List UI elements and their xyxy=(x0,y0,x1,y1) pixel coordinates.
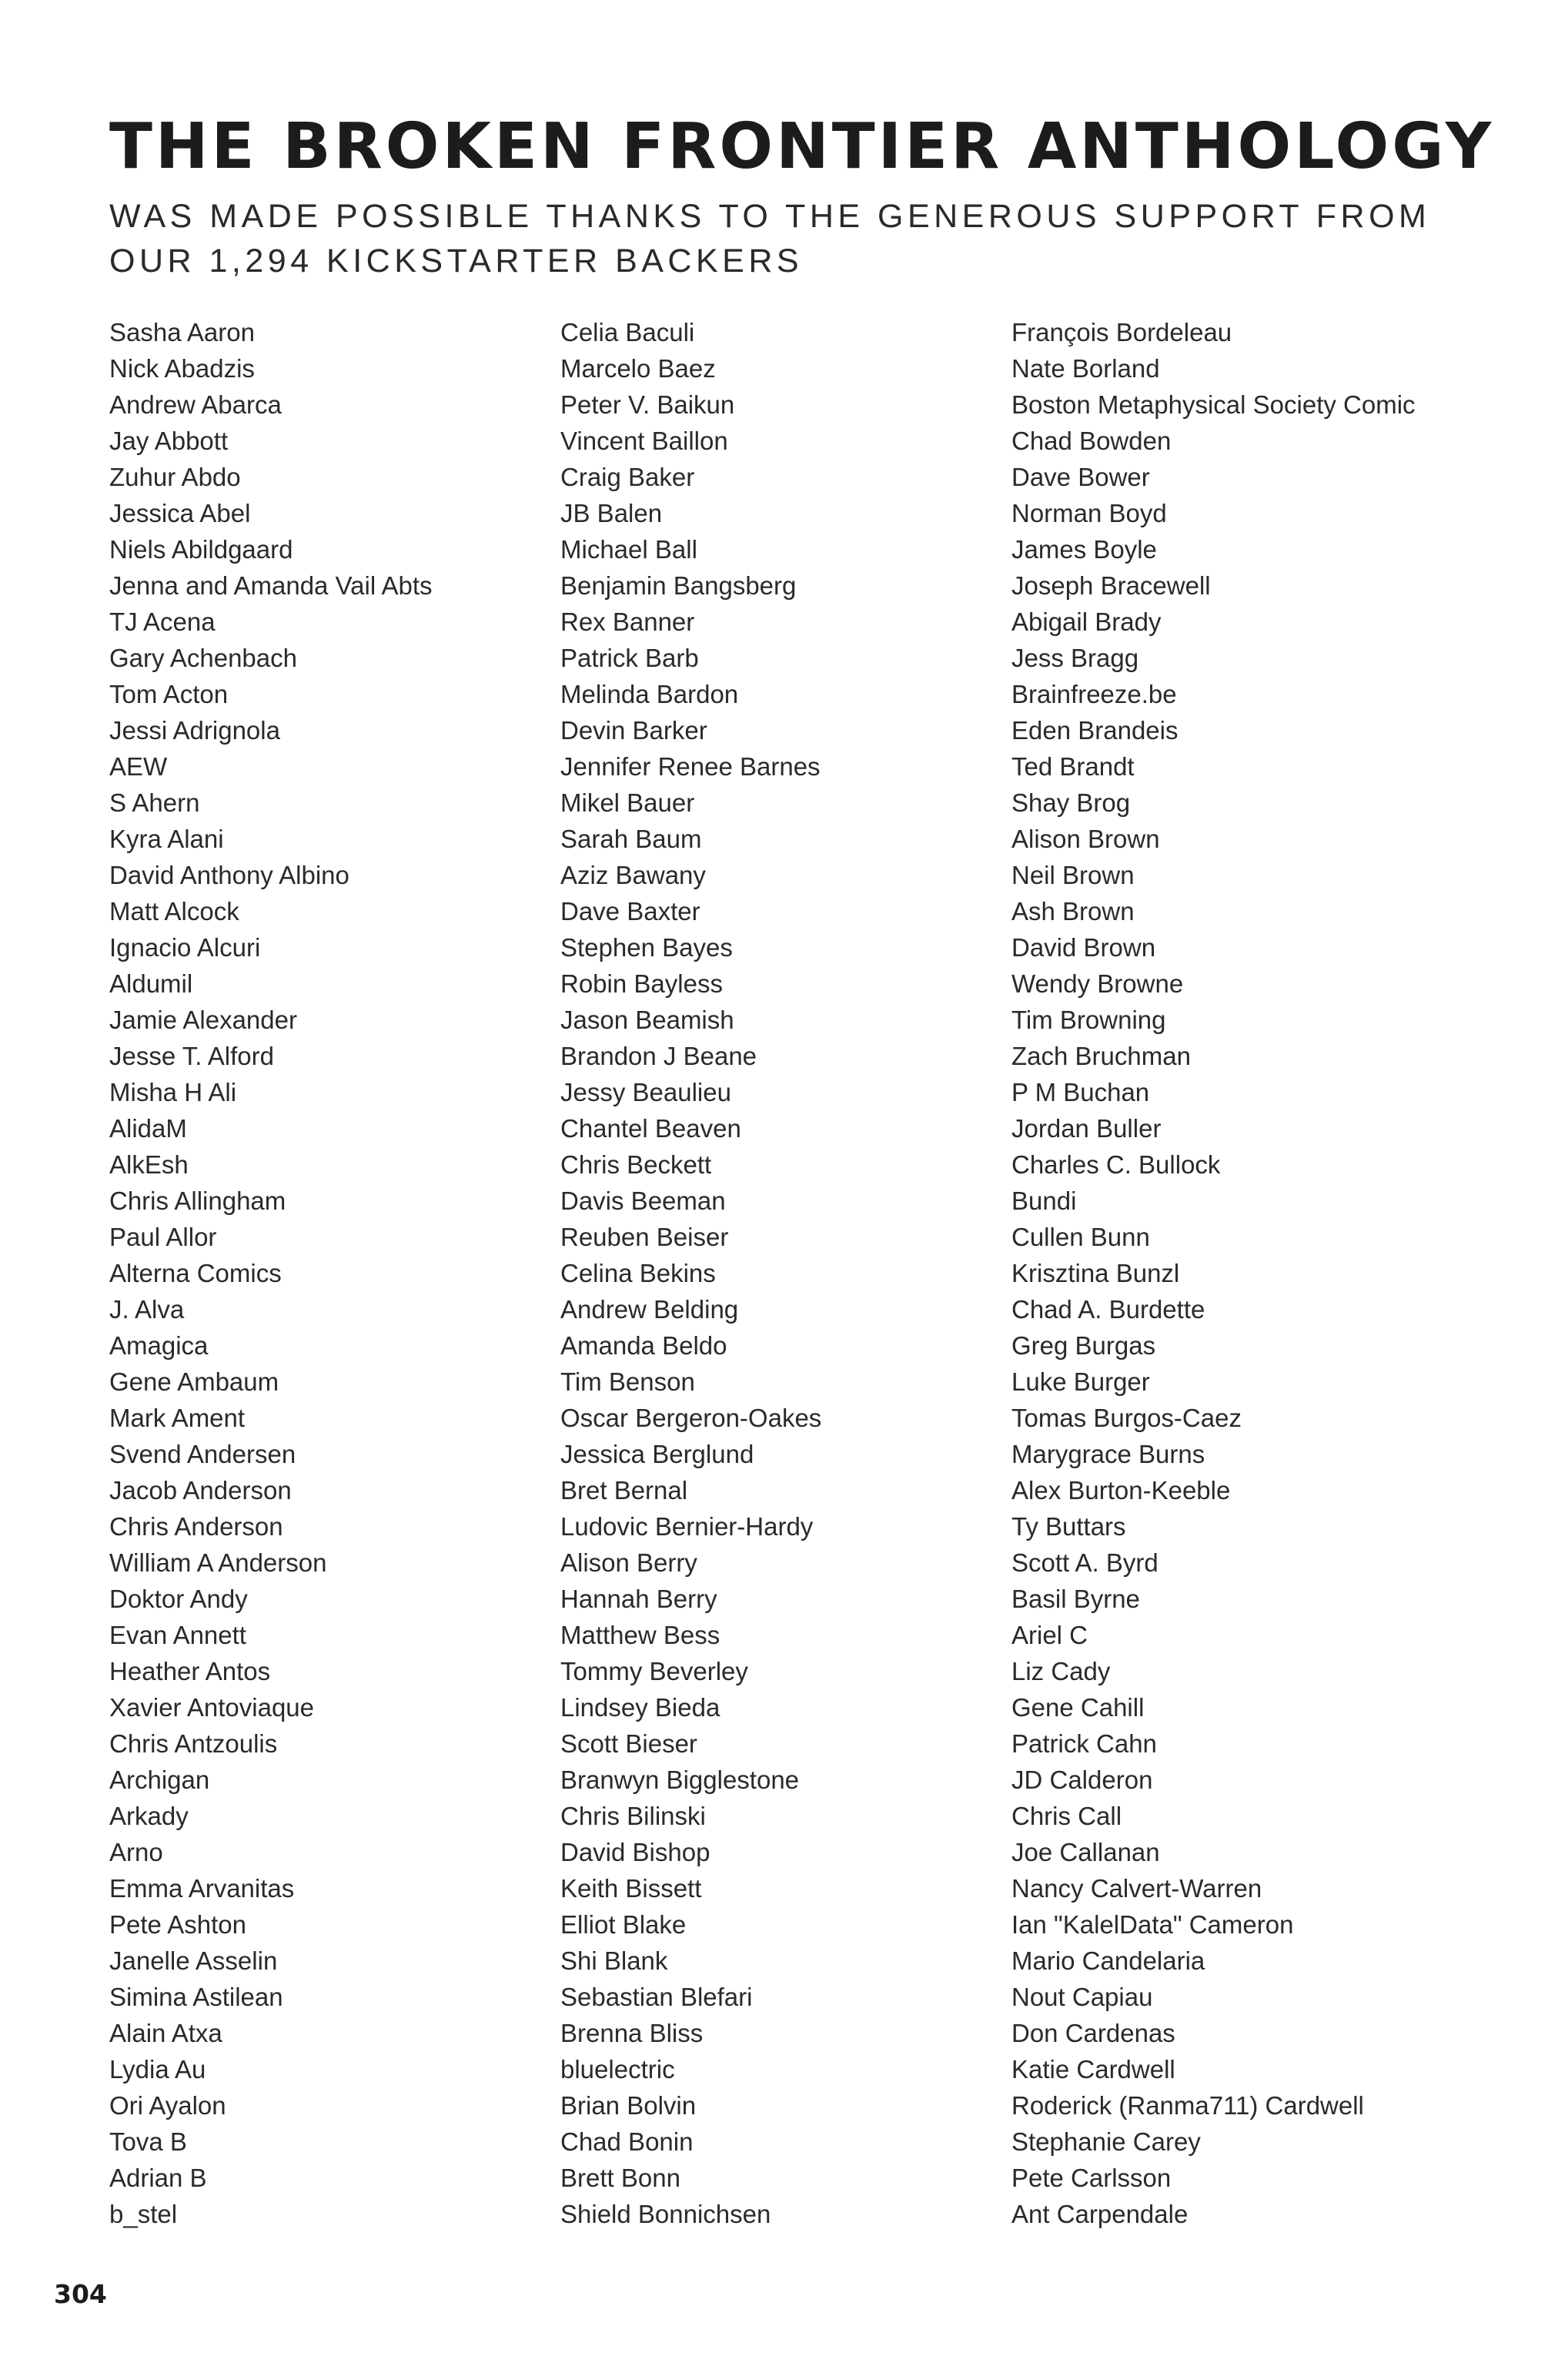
backer-name: Stephanie Carey xyxy=(1011,2127,1201,2156)
backer-name: Dave Bower xyxy=(1011,463,1150,491)
backer-name: Davis Beeman xyxy=(560,1187,726,1215)
backer-name: Michael Ball xyxy=(560,535,697,564)
backer-name: Jessy Beaulieu xyxy=(560,1078,731,1106)
backer-name: Scott A. Byrd xyxy=(1011,1548,1158,1577)
backer-name: Brandon J Beane xyxy=(560,1042,757,1070)
backer-name: Gary Achenbach xyxy=(109,644,297,672)
backer-name: Ant Carpendale xyxy=(1011,2200,1189,2228)
backer-name: Patrick Barb xyxy=(560,644,699,672)
backer-name: Sarah Baum xyxy=(560,825,702,853)
backer-name: Ash Brown xyxy=(1011,897,1135,925)
backer-name: Luke Burger xyxy=(1011,1367,1150,1396)
backer-name: Chris Beckett xyxy=(560,1150,712,1179)
backer-name: Sebastian Blefari xyxy=(560,1983,753,2011)
backer-name: Keith Bissett xyxy=(560,1874,702,1903)
backer-name: David Anthony Albino xyxy=(109,861,349,889)
backer-name: J. Alva xyxy=(109,1295,185,1324)
backer-name: Tommy Beverley xyxy=(560,1657,748,1685)
backer-name: Elliot Blake xyxy=(560,1910,687,1939)
backer-name: Krisztina Bunzl xyxy=(1011,1259,1180,1287)
backer-name: Mario Candelaria xyxy=(1011,1946,1205,1975)
backer-name: JD Calderon xyxy=(1011,1766,1153,1794)
backer-name: Amagica xyxy=(109,1331,209,1360)
backer-name: Tim Browning xyxy=(1011,1006,1166,1034)
backer-name: Abigail Brady xyxy=(1011,607,1162,636)
backer-name: Mikel Bauer xyxy=(560,788,695,817)
backer-name: Jessica Abel xyxy=(109,499,251,527)
page-number: 304 xyxy=(54,2279,107,2309)
backer-name: Adrian B xyxy=(109,2164,207,2192)
backer-column-1 xyxy=(109,314,433,2232)
backer-name: Jacob Anderson xyxy=(109,1476,292,1505)
backer-name: Neil Brown xyxy=(1011,861,1135,889)
backer-name: Nick Abadzis xyxy=(109,354,255,383)
backer-name: Katie Cardwell xyxy=(1011,2055,1175,2084)
backer-name: Celia Baculi xyxy=(560,318,695,346)
backer-name: Tim Benson xyxy=(560,1367,695,1396)
backer-name: Scott Bieser xyxy=(560,1729,697,1758)
backer-name: b_stel xyxy=(109,2200,178,2228)
backer-name: Niels Abildgaard xyxy=(109,535,293,564)
backer-name: Jamie Alexander xyxy=(109,1006,297,1034)
backer-name: Zach Bruchman xyxy=(1011,1042,1191,1070)
backer-name: Pete Carlsson xyxy=(1011,2164,1172,2192)
backer-name: Sasha Aaron xyxy=(109,318,255,346)
backer-name: Janelle Asselin xyxy=(109,1946,278,1975)
backer-name: Jenna and Amanda Vail Abts xyxy=(109,571,433,600)
backer-name: Dave Baxter xyxy=(560,897,700,925)
backer-name: Basil Byrne xyxy=(1011,1585,1140,1613)
backer-name: Amanda Beldo xyxy=(560,1331,727,1360)
backer-name: Branwyn Bigglestone xyxy=(560,1766,800,1794)
backer-name: Celina Bekins xyxy=(560,1259,716,1287)
backer-name: François Bordeleau xyxy=(1011,318,1232,346)
backer-name: Pete Ashton xyxy=(109,1910,246,1939)
backer-name: Bret Bernal xyxy=(560,1476,688,1505)
backer-name: Jason Beamish xyxy=(560,1006,734,1034)
backer-name: Andrew Abarca xyxy=(109,390,282,419)
backer-column-3 xyxy=(1011,314,1416,2232)
backer-name: Bundi xyxy=(1011,1187,1077,1215)
backer-name: Nate Borland xyxy=(1011,354,1160,383)
backer-name: Chris Allingham xyxy=(109,1187,286,1215)
backer-name: Jessica Berglund xyxy=(560,1440,754,1468)
backer-name: Jesse T. Alford xyxy=(109,1042,275,1070)
backer-name: Marygrace Burns xyxy=(1011,1440,1205,1468)
backer-name: Misha H Ali xyxy=(109,1078,237,1106)
backer-name: Ariel C xyxy=(1011,1621,1088,1649)
backer-name: Vincent Baillon xyxy=(560,427,728,455)
backer-name: Chad Bonin xyxy=(560,2127,694,2156)
backer-name: Chris Antzoulis xyxy=(109,1729,278,1758)
backer-name: Nancy Calvert-Warren xyxy=(1011,1874,1262,1903)
backer-name: Shield Bonnichsen xyxy=(560,2200,771,2228)
backer-name: bluelectric xyxy=(560,2055,675,2084)
backer-name: Hannah Berry xyxy=(560,1585,717,1613)
backer-name: Andrew Belding xyxy=(560,1295,739,1324)
backer-name: Jessi Adrignola xyxy=(109,716,280,745)
backer-name: Gene Cahill xyxy=(1011,1693,1145,1722)
backer-name: Chris Call xyxy=(1011,1802,1122,1830)
backer-name: Ian "KalelData" Cameron xyxy=(1011,1910,1294,1939)
backer-name: Tom Acton xyxy=(109,680,229,708)
backer-name: Melinda Bardon xyxy=(560,680,739,708)
backer-name: Joseph Bracewell xyxy=(1011,571,1211,600)
backer-name: Chris Anderson xyxy=(109,1512,283,1541)
backer-name: Emma Arvanitas xyxy=(109,1874,295,1903)
backer-name: Chad Bowden xyxy=(1011,427,1172,455)
backer-name: TJ Acena xyxy=(109,607,216,636)
backer-name: S Ahern xyxy=(109,788,200,817)
backer-name: Brenna Bliss xyxy=(560,2019,704,2047)
backer-name: Heather Antos xyxy=(109,1657,271,1685)
backer-column-2 xyxy=(560,314,821,2232)
backer-name: Norman Boyd xyxy=(1011,499,1167,527)
backer-name: Alain Atxa xyxy=(109,2019,222,2047)
backer-name: Brett Bonn xyxy=(560,2164,680,2192)
backer-name: Aldumil xyxy=(109,969,193,998)
backer-name: Marcelo Baez xyxy=(560,354,716,383)
backer-name: Zuhur Abdo xyxy=(109,463,241,491)
backer-name: Peter V. Baikun xyxy=(560,390,735,419)
backer-name: Ludovic Bernier-Hardy xyxy=(560,1512,814,1541)
backer-name: Ignacio Alcuri xyxy=(109,933,261,962)
backer-name: David Bishop xyxy=(560,1838,710,1866)
backer-name: AlkEsh xyxy=(109,1150,189,1179)
backer-name: Aziz Bawany xyxy=(560,861,706,889)
backer-name: Rex Banner xyxy=(560,607,695,636)
backer-name: Boston Metaphysical Society Comic xyxy=(1011,390,1416,419)
backer-name: Gene Ambaum xyxy=(109,1367,279,1396)
backer-name: Cullen Bunn xyxy=(1011,1223,1150,1251)
page-subtitle: WAS MADE POSSIBLE THANKS TO THE GENEROUS SUPPORT FROM OUR 1,294 KICKSTARTER BACKERS xyxy=(109,198,1431,279)
backer-name: James Boyle xyxy=(1011,535,1157,564)
backer-name: Alterna Comics xyxy=(109,1259,282,1287)
backer-name: AEW xyxy=(109,752,168,781)
backer-name: Nout Capiau xyxy=(1011,1983,1153,2011)
backer-name: William A Anderson xyxy=(109,1548,327,1577)
backer-name: Joe Callanan xyxy=(1011,1838,1160,1866)
backer-name: Chantel Beaven xyxy=(560,1114,741,1143)
backer-name: Ted Brandt xyxy=(1011,752,1135,781)
backer-name: Oscar Bergeron-Oakes xyxy=(560,1404,822,1432)
backer-name: Xavier Antoviaque xyxy=(109,1693,315,1722)
backer-name: Liz Cady xyxy=(1011,1657,1111,1685)
backer-name: Evan Annett xyxy=(109,1621,246,1649)
backer-name: Arkady xyxy=(109,1802,189,1830)
backer-name: Brainfreeze.be xyxy=(1011,680,1177,708)
backer-name: Lindsey Bieda xyxy=(560,1693,720,1722)
backer-name: Matthew Bess xyxy=(560,1621,720,1649)
backer-name: Charles C. Bullock xyxy=(1011,1150,1221,1179)
backer-name: Matt Alcock xyxy=(109,897,239,925)
backer-name: Alex Burton-Keeble xyxy=(1011,1476,1231,1505)
backer-name: AlidaM xyxy=(109,1114,187,1143)
backer-name: Tomas Burgos-Caez xyxy=(1011,1404,1242,1432)
backer-name: Devin Barker xyxy=(560,716,707,745)
backer-name: Ori Ayalon xyxy=(109,2091,226,2120)
backer-name: Craig Baker xyxy=(560,463,695,491)
backer-name: Archigan xyxy=(109,1766,210,1794)
backer-name: Jordan Buller xyxy=(1011,1114,1162,1143)
backer-name: Svend Andersen xyxy=(109,1440,296,1468)
backer-name: Ty Buttars xyxy=(1011,1512,1126,1541)
backer-name: Jay Abbott xyxy=(109,427,229,455)
backer-name: Alison Brown xyxy=(1011,825,1160,853)
backer-name: Paul Allor xyxy=(109,1223,217,1251)
backer-name: Benjamin Bangsberg xyxy=(560,571,797,600)
backer-name: Wendy Browne xyxy=(1011,969,1184,998)
backer-name: Mark Ament xyxy=(109,1404,246,1432)
backer-name: Eden Brandeis xyxy=(1011,716,1179,745)
backer-name: Jess Bragg xyxy=(1011,644,1139,672)
backer-name: David Brown xyxy=(1011,933,1156,962)
backer-name: Greg Burgas xyxy=(1011,1331,1156,1360)
backer-name: Stephen Bayes xyxy=(560,933,733,962)
backer-name: Patrick Cahn xyxy=(1011,1729,1157,1758)
backer-name: Roderick (Ranma711) Cardwell xyxy=(1011,2091,1364,2120)
backer-name: Reuben Beiser xyxy=(560,1223,729,1251)
backer-name: Chris Bilinski xyxy=(560,1802,706,1830)
backer-name: Kyra Alani xyxy=(109,825,224,853)
backer-name: Shi Blank xyxy=(560,1946,668,1975)
backer-name: Jennifer Renee Barnes xyxy=(560,752,821,781)
backer-name: P M Buchan xyxy=(1011,1078,1150,1106)
backer-name: Robin Bayless xyxy=(560,969,723,998)
backer-name: JB Balen xyxy=(560,499,663,527)
backer-name: Don Cardenas xyxy=(1011,2019,1175,2047)
backer-name: Arno xyxy=(109,1838,163,1866)
page-title: THE BROKEN FRONTIER ANTHOLOGY xyxy=(109,110,1495,183)
backer-name: Shay Brog xyxy=(1011,788,1131,817)
backer-name: Chad A. Burdette xyxy=(1011,1295,1205,1324)
backer-name: Tova B xyxy=(109,2127,187,2156)
backer-name: Brian Bolvin xyxy=(560,2091,697,2120)
backer-name: Simina Astilean xyxy=(109,1983,283,2011)
backer-name: Lydia Au xyxy=(109,2055,206,2084)
backer-name: Doktor Andy xyxy=(109,1585,248,1613)
backer-name: Alison Berry xyxy=(560,1548,697,1577)
